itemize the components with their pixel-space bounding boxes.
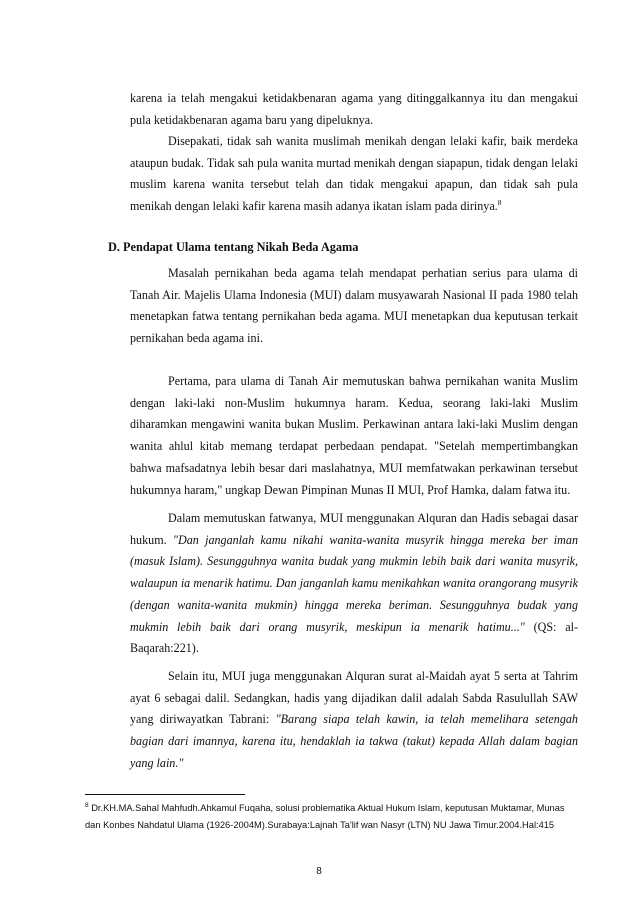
paragraph-masalah bbox=[130, 263, 578, 350]
paragraph-pertama bbox=[130, 371, 578, 501]
paragraph-text: karena ia telah mengakui ketidakbenaran agama yang ditinggalkannya itu dan mengakui pula ketidakbenaran agama baru yang dipeluknya. bbox=[130, 91, 578, 127]
footnote-divider bbox=[85, 794, 245, 795]
paragraph-dalam-memutuskan bbox=[130, 508, 578, 660]
hadith-quote: "Barang siapa telah kawin, ia telah memelihara setengah bagian dari imannya, karena itu, hendaklah ia takwa (takut) kepada Allah dalam bagian yang lain." bbox=[130, 712, 578, 770]
paragraph-text: Dalam memutuskan fatwanya, MUI menggunakan Alquran dan Hadis sebagai dasar hukum. bbox=[130, 511, 578, 547]
paragraph-text: Masalah pernikahan beda agama telah mendapat perhatian serius para ulama di Tanah Air. Majelis Ulama Indonesia (MUI) dalam musyawarah Nasional II pada 1980 telah menetapkan fatwa tentang pernikahan beda agama. MUI menetapkan dua keputusan terkait pernikahan beda agama ini. bbox=[130, 266, 578, 346]
quran-quote: "Dan janganlah kamu nikahi wanita-wanita musyrik hingga mereka ber iman (masuk Islam). Sesungguhnya wanita budak yang mukmin lebih baik dari wanita musyrik, walaupun ia menarik hatimu. Dan janganlah kamu menikahkan wanita orangorang musyrik (dengan wanita-wanita mukmin) hingga mereka beriman. Sesungguhnya budak yang mukmin lebih baik dari orang musyrik, meskipun ia menarik hatimu..." bbox=[130, 532, 578, 634]
paragraph-selain-itu bbox=[130, 666, 578, 775]
section-heading: D. Pendapat Ulama tentang Nikah Beda Agama bbox=[108, 240, 359, 254]
footnote-text: Dr.KH.MA.Sahal Mahfudh.Ahkamul Fuqaha, solusi problematika Aktual Hukum Islam, keputusan Muktamar, Munas dan Konbes Nahdatul Ulama (1926-2004M).Surabaya:Lajnah Ta'lif wan Nasyr (LTN) NU Jawa Timur.2004.Hal:415 bbox=[85, 803, 565, 830]
quote-reference: (QS: al-Baqarah:221). bbox=[130, 619, 578, 656]
paragraph-text: Selain itu, MUI juga menggunakan Alquran surat al-Maidah ayat 5 serta at Tahrim ayat 6 sebagai dalil. Sedangkan, hadis yang dijadikan dalil adalah Sabda Rasulullah SAW yang diriwayatkan Tabrani: bbox=[130, 669, 578, 727]
paragraph-text: Disepakati, tidak sah wanita muslimah menikah dengan lelaki kafir, baik merdeka ataupun budak. Tidak sah pula wanita murtad menikah dengan siapapun, tidak dengan lelaki muslim karena wanita tersebut telah dan tidak mengakui apapun, dan tidak sah pula menikah dengan lelaki kafir karena masih adanya ikatan islam pada dirinya. bbox=[130, 134, 578, 214]
paragraph-text: Pertama, para ulama di Tanah Air memutuskan bahwa pernikahan wanita Muslim dengan laki-laki non-Muslim hukumnya haram. Kedua, seorang laki-laki Muslim diharamkan mengawini wanita bukan Muslim. Perkawinan antara laki-laki Muslim dengan wanita ahlul kitab memang terdapat perbedaan pendapat. "Setelah mempertimbangkan bahwa mafsadatnya lebih besar dari maslahatnya, MUI memfatwakan perkawinan tersebut hukumnya haram," ungkap Dewan Pimpinan Munas II MUI, Prof Hamka, dalam fatwa itu. bbox=[130, 374, 578, 497]
footnote-reference: 8 bbox=[497, 198, 502, 208]
paragraph-continuation bbox=[130, 88, 578, 131]
page-number: 8 bbox=[316, 866, 322, 877]
paragraph-disepakati bbox=[130, 131, 578, 218]
footnote-number: 8 bbox=[85, 801, 89, 809]
footnote bbox=[85, 800, 575, 833]
